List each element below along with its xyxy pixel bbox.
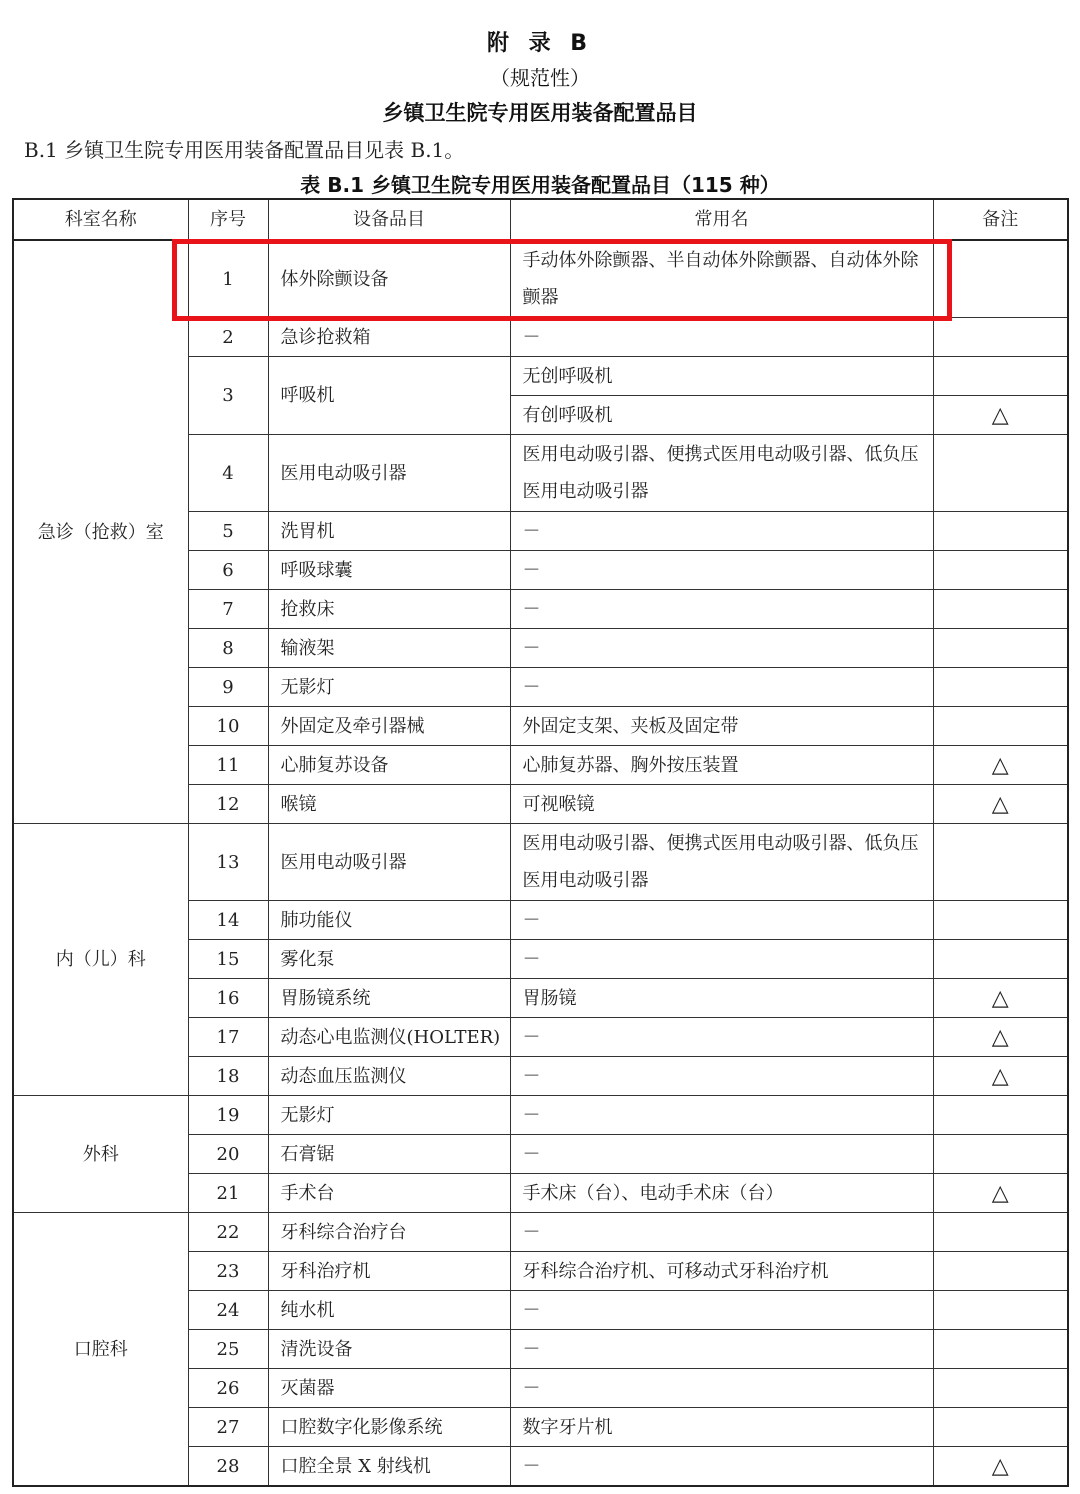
row-number: 23 [188,1252,268,1291]
table-row [13,824,1068,901]
row-common-name: － [510,1213,933,1252]
row-note [933,1408,1068,1447]
row-note [933,629,1068,668]
row-note [933,901,1068,940]
row-number: 11 [188,746,268,785]
col-header-department: 科室名称 [13,199,188,240]
row-number: 6 [188,551,268,590]
row-number: 18 [188,1057,268,1096]
row-number: 17 [188,1018,268,1057]
row-item: 洗胃机 [268,512,510,551]
row-number: 28 [188,1447,268,1487]
triangle-icon: △ [933,785,1068,824]
col-header-number: 序号 [188,199,268,240]
row-item: 呼吸机 [268,357,510,435]
row-number: 24 [188,1291,268,1330]
row-note [933,707,1068,746]
row-item: 抢救床 [268,590,510,629]
row-number: 3 [188,357,268,435]
row-number: 2 [188,318,268,357]
row-common-name: 医用电动吸引器、便携式医用电动吸引器、低负压医用电动吸引器 [510,435,933,512]
row-common-name: － [510,1135,933,1174]
triangle-icon: △ [933,1057,1068,1096]
row-item: 肺功能仪 [268,901,510,940]
row-common-name: 牙科综合治疗机、可移动式牙科治疗机 [510,1252,933,1291]
row-number: 25 [188,1330,268,1369]
row-note [933,318,1068,357]
triangle-icon: △ [933,979,1068,1018]
row-note [933,357,1068,396]
row-common-name: 胃肠镜 [510,979,933,1018]
table-header-row [13,199,1068,240]
row-note [933,1330,1068,1369]
row-number: 26 [188,1369,268,1408]
row-number: 12 [188,785,268,824]
row-common-name: 有创呼吸机 [510,396,933,435]
row-number: 7 [188,590,268,629]
row-note [933,824,1068,901]
row-number: 4 [188,435,268,512]
row-number: 5 [188,512,268,551]
dept-dental: 口腔科 [13,1213,188,1487]
row-number: 19 [188,1096,268,1135]
row-note [933,551,1068,590]
row-common-name: 手动体外除颤器、半自动体外除颤器、自动体外除颤器 [510,240,933,318]
row-common-name: － [510,668,933,707]
triangle-icon: △ [933,1447,1068,1487]
row-common-name: － [510,1057,933,1096]
appendix-title: 附 录 B [486,31,594,56]
row-item: 体外除颤设备 [268,240,510,318]
row-note [933,1135,1068,1174]
row-item: 动态血压监测仪 [268,1057,510,1096]
row-number: 13 [188,824,268,901]
row-note: △ [933,396,1068,435]
row-number: 1 [188,240,268,318]
dept-emergency: 急诊（抢救）室 [13,240,188,824]
triangle-icon: △ [933,1174,1068,1213]
row-common-name: － [510,1291,933,1330]
row-common-name: － [510,1369,933,1408]
row-common-name: 心肺复苏器、胸外按压装置 [510,746,933,785]
row-note [933,1096,1068,1135]
row-item: 灭菌器 [268,1369,510,1408]
row-note [933,435,1068,512]
row-note [933,590,1068,629]
row-number: 9 [188,668,268,707]
row-note [933,1213,1068,1252]
row-item: 动态心电监测仪(HOLTER) [268,1018,510,1057]
row-note [933,1369,1068,1408]
row-common-name: － [510,1447,933,1487]
row-common-name: － [510,590,933,629]
row-item: 手术台 [268,1174,510,1213]
row-common-name: － [510,901,933,940]
row-number: 15 [188,940,268,979]
row-item: 医用电动吸引器 [268,824,510,901]
row-item: 牙科综合治疗台 [268,1213,510,1252]
row-number: 10 [188,707,268,746]
row-common-name: 数字牙片机 [510,1408,933,1447]
table-caption: 表 B.1 乡镇卫生院专用医用装备配置品目（115 种） [300,173,780,197]
row-number: 16 [188,979,268,1018]
row-item: 石膏锯 [268,1135,510,1174]
row-common-name: 外固定支架、夹板及固定带 [510,707,933,746]
table-row [13,1096,1068,1135]
table-row [13,1213,1068,1252]
row-item: 口腔数字化影像系统 [268,1408,510,1447]
row-note [933,668,1068,707]
triangle-icon: △ [933,1018,1068,1057]
row-number: 14 [188,901,268,940]
row-note [933,940,1068,979]
row-item: 牙科治疗机 [268,1252,510,1291]
row-item: 急诊抢救箱 [268,318,510,357]
row-note [933,512,1068,551]
row-common-name: － [510,1096,933,1135]
table-row [13,240,1068,318]
document-title: 乡镇卫生院专用医用装备配置品目 [382,101,698,125]
row-note [933,1291,1068,1330]
row-item: 雾化泵 [268,940,510,979]
row-item: 呼吸球囊 [268,551,510,590]
row-common-name: 手术床（台）、电动手术床（台） [510,1174,933,1213]
row-number: 22 [188,1213,268,1252]
row-item: 胃肠镜系统 [268,979,510,1018]
row-item: 口腔全景 X 射线机 [268,1447,510,1487]
row-item: 医用电动吸引器 [268,435,510,512]
row-number: 20 [188,1135,268,1174]
col-header-common-name: 常用名 [510,199,933,240]
row-item: 喉镜 [268,785,510,824]
row-common-name: － [510,512,933,551]
appendix-nature: （规范性） [490,66,590,90]
row-common-name: 可视喉镜 [510,785,933,824]
equipment-table [12,198,1069,1487]
col-header-note: 备注 [933,199,1068,240]
row-common-name: － [510,629,933,668]
row-item: 无影灯 [268,668,510,707]
row-number: 8 [188,629,268,668]
row-common-name: － [510,1330,933,1369]
row-number: 27 [188,1408,268,1447]
row-item: 心肺复苏设备 [268,746,510,785]
triangle-icon: △ [933,746,1068,785]
row-item: 无影灯 [268,1096,510,1135]
row-note [933,240,1068,318]
intro-paragraph: B.1 乡镇卫生院专用医用装备配置品目见表 B.1。 [24,138,465,162]
col-header-item: 设备品目 [268,199,510,240]
row-number: 21 [188,1174,268,1213]
row-common-name: 无创呼吸机 [510,357,933,396]
row-common-name: 医用电动吸引器、便携式医用电动吸引器、低负压医用电动吸引器 [510,824,933,901]
row-item: 输液架 [268,629,510,668]
row-note [933,1252,1068,1291]
row-item: 纯水机 [268,1291,510,1330]
row-common-name: － [510,1018,933,1057]
row-common-name: － [510,318,933,357]
row-common-name: － [510,940,933,979]
dept-surgery: 外科 [13,1096,188,1213]
row-item: 清洗设备 [268,1330,510,1369]
row-common-name: － [510,551,933,590]
row-item: 外固定及牵引器械 [268,707,510,746]
dept-internal-medicine: 内（儿）科 [13,824,188,1096]
